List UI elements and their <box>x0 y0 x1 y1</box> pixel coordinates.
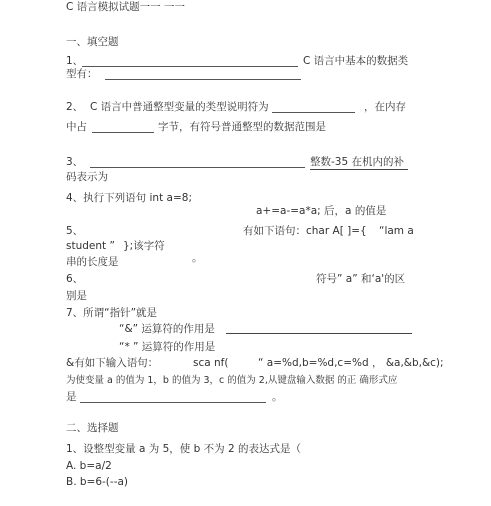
q8-answer-blank <box>80 402 266 403</box>
mc1-option-b: B. b=6-(--a) <box>66 476 129 488</box>
q7-line3: “* ” 运算符的作用是 <box>119 341 216 353</box>
q2-number: 2、 <box>66 101 84 113</box>
q1-number: 1、 <box>66 55 84 67</box>
q5-line2a: student ” <box>66 240 115 252</box>
q8-line1a: &有如下输入语句： <box>66 357 159 369</box>
q5-dot: 。 <box>192 252 203 264</box>
q7-line2: “&” 运算符的作用是 <box>119 323 215 335</box>
q8-line1c: “ a=%d,b=%d,c=%d ， &a,&b,&c); <box>258 357 444 369</box>
q5-number: 5、 <box>66 225 84 237</box>
q5-line2b: };该字符 <box>123 240 165 252</box>
q7-line1: 7、所谓“指针”就是 <box>66 307 158 319</box>
q1-tail: C 语言中基本的数据类 <box>303 55 409 67</box>
q5-line3: 串的长度是 <box>66 256 119 268</box>
q8-line2: 为使变量 a 的值为 1，b 的值为 3，c 的值为 2,从键盘输入数据 的正 确形式应 <box>66 375 398 386</box>
q4-line1: 4、执行下列语句 int a=8; <box>66 192 192 204</box>
q8-line3a: 是 <box>66 391 77 403</box>
mc1-question: 1、设整型变量 a 为 5，使 b 不为 2 的表达式是（ <box>66 443 302 455</box>
q2-answer-blank-bytes <box>92 132 154 133</box>
page-title: C 语言模拟试题一一 一一 <box>66 1 186 13</box>
q5-string-literal: “lam a <box>379 225 414 237</box>
q2-tail: ，在内存 <box>364 101 406 113</box>
q8-line3b: 。 <box>272 391 283 403</box>
mc1-option-a: A. b=a/2 <box>66 460 112 472</box>
q2-line2a: 中占 <box>66 121 87 133</box>
q2-text: C 语言中普通整型变量的类型说明符为 <box>90 101 269 113</box>
q8-line1b: sca nf( <box>193 357 229 369</box>
section-heading-fill-in: 一、填空题 <box>66 36 119 48</box>
q6-line2: 别是 <box>66 290 87 302</box>
q3-underline <box>310 169 408 170</box>
q1-answer-blank <box>82 66 298 67</box>
q1-line2: 型有： <box>66 68 98 80</box>
q1-answer-blank-2 <box>105 79 301 80</box>
q5-text: 有如下语句：char A[ ]={ <box>243 225 367 237</box>
q2-line2b: 字节，有符号普通整型的数据范围是 <box>158 121 326 133</box>
q3-line2: 码表示为 <box>66 171 108 183</box>
q6-number: 6、 <box>66 273 84 285</box>
q3-tail: 整数-35 在机内的补 <box>310 156 404 168</box>
q3-number: 3、 <box>66 156 84 168</box>
q7-answer-line <box>226 333 412 334</box>
q6-text: 符号” a” 和‘a'的区 <box>316 273 406 285</box>
q4-line2: a+=a-=a*a; 后，a 的值是 <box>256 205 387 217</box>
q2-answer-blank-type <box>272 112 355 113</box>
section-heading-multiple-choice: 二、选择题 <box>66 422 119 434</box>
q3-answer-blank <box>90 167 305 168</box>
